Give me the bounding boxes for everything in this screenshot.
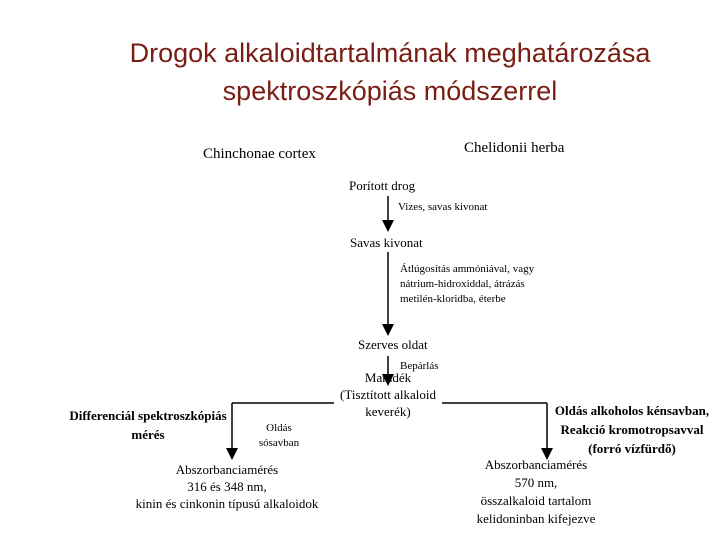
right-measurement-line: összalkaloid tartalom: [480, 493, 592, 508]
residue-line: Maradék: [364, 370, 412, 385]
note-alkalization: [400, 262, 534, 307]
title-line-1: Drogok alkaloidtartalmának meghatározása: [129, 38, 651, 68]
right-measurement-line: 570 nm,: [514, 475, 558, 490]
left-solution-line: sósavban: [258, 437, 300, 449]
note-alkalization-line: metilén-kloridba, éterbe: [400, 293, 506, 305]
left-method-line: Differenciál spektroszkópiás: [69, 408, 227, 423]
drug-label-chelidonii: Chelidonii herba: [464, 140, 565, 156]
note-alkalization-line: nátrium-hidroxiddal, átrázás: [400, 278, 525, 290]
step-powdered-drug: Porított drog: [349, 178, 416, 193]
title-line-2: spektroszkópiás módszerrel: [222, 76, 558, 106]
right-method-label: [546, 401, 718, 458]
left-solution-note: [246, 421, 312, 451]
right-measurement-line: kelidoninban kifejezve: [476, 511, 596, 526]
drug-label-chinchonae: Chinchonae cortex: [203, 146, 316, 162]
right-method-line: (forró vízfürdő): [588, 441, 676, 456]
note-evaporation: Bepárlás: [400, 360, 439, 372]
right-method-line: Reakció kromotropsavval: [560, 422, 704, 437]
left-measurement-line: Abszorbanciamérés: [175, 462, 279, 477]
right-method-line: Oldás alkoholos kénsavban,: [554, 403, 710, 418]
left-method-line: mérés: [131, 427, 165, 442]
right-measurement: [462, 456, 610, 528]
step-organic-solution: Szerves oldat: [358, 337, 428, 352]
left-measurement-line: kinin és cinkonin típusú alkaloidok: [135, 496, 319, 511]
left-measurement: [120, 461, 334, 512]
step-residue: [334, 369, 442, 420]
note-aqueous-extract: Vizes, savas kivonat: [398, 201, 488, 213]
step-acid-extract: Savas kivonat: [350, 235, 423, 250]
note-alkalization-line: Átlúgosítás ammóniával, vagy: [400, 263, 535, 275]
left-method-label: [58, 406, 238, 444]
left-measurement-line: 316 és 348 nm,: [187, 479, 267, 494]
residue-line: (Tisztított alkaloid: [340, 387, 436, 402]
residue-line: keverék): [365, 404, 411, 419]
left-solution-line: Oldás: [266, 422, 292, 434]
right-measurement-line: Abszorbanciamérés: [484, 457, 588, 472]
